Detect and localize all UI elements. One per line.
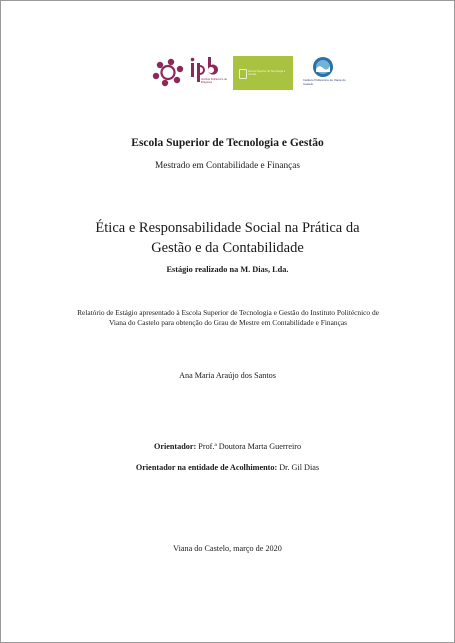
ipb-subtitle: Instituto Politécnico de Bragança — [201, 78, 227, 84]
document-title — [1, 219, 454, 258]
estg-logo — [233, 56, 293, 90]
place-date: Viana do Castelo, março de 2020 — [173, 544, 282, 553]
estg-logo-text: Escola Superior de Tecnologia e Gestão — [248, 70, 286, 76]
ipvc-logo-text: Instituto Politécnico de Viana do Castelo — [303, 78, 346, 86]
host-supervisor — [1, 463, 454, 472]
author-name: Ana Maria Araújo dos Santos — [179, 371, 276, 380]
estg-mark-icon — [239, 69, 247, 79]
ipb-emblem-icon — [151, 56, 229, 90]
school-name: Escola Superior de Tecnologia e Gestão — [131, 137, 324, 149]
report-description: Relatório de Estágio apresentado à Escola Superior de Tecnologia e Gestão do Instituto Politécnico de Viana do Castelo para obtenção do Grau de Mestre em Contabilidade e Finanças — [77, 308, 379, 327]
ipb-logo — [151, 56, 229, 90]
supervisor-label: Orientador: — [153, 442, 197, 451]
host-supervisor-name: Dr. Gil Dias — [279, 463, 320, 472]
supervisor — [1, 442, 454, 451]
title-line-2: Gestão e da Contabilidade — [151, 239, 304, 256]
title-line-1: Ética e Responsabilidade Social na Prática da — [95, 220, 360, 236]
header-logos — [1, 56, 454, 96]
ipvc-emblem-icon — [299, 56, 347, 78]
ipvc-logo — [299, 56, 347, 92]
supervisor-name: Prof.ª Doutora Marta Guerreiro — [198, 442, 302, 451]
master-program: Mestrado em Contabilidade e Finanças — [154, 161, 301, 171]
host-supervisor-label: Orientador na entidade de Acolhimento: — [135, 463, 278, 472]
internship-subtitle: Estágio realizado na M. Dias, Lda. — [166, 265, 289, 274]
